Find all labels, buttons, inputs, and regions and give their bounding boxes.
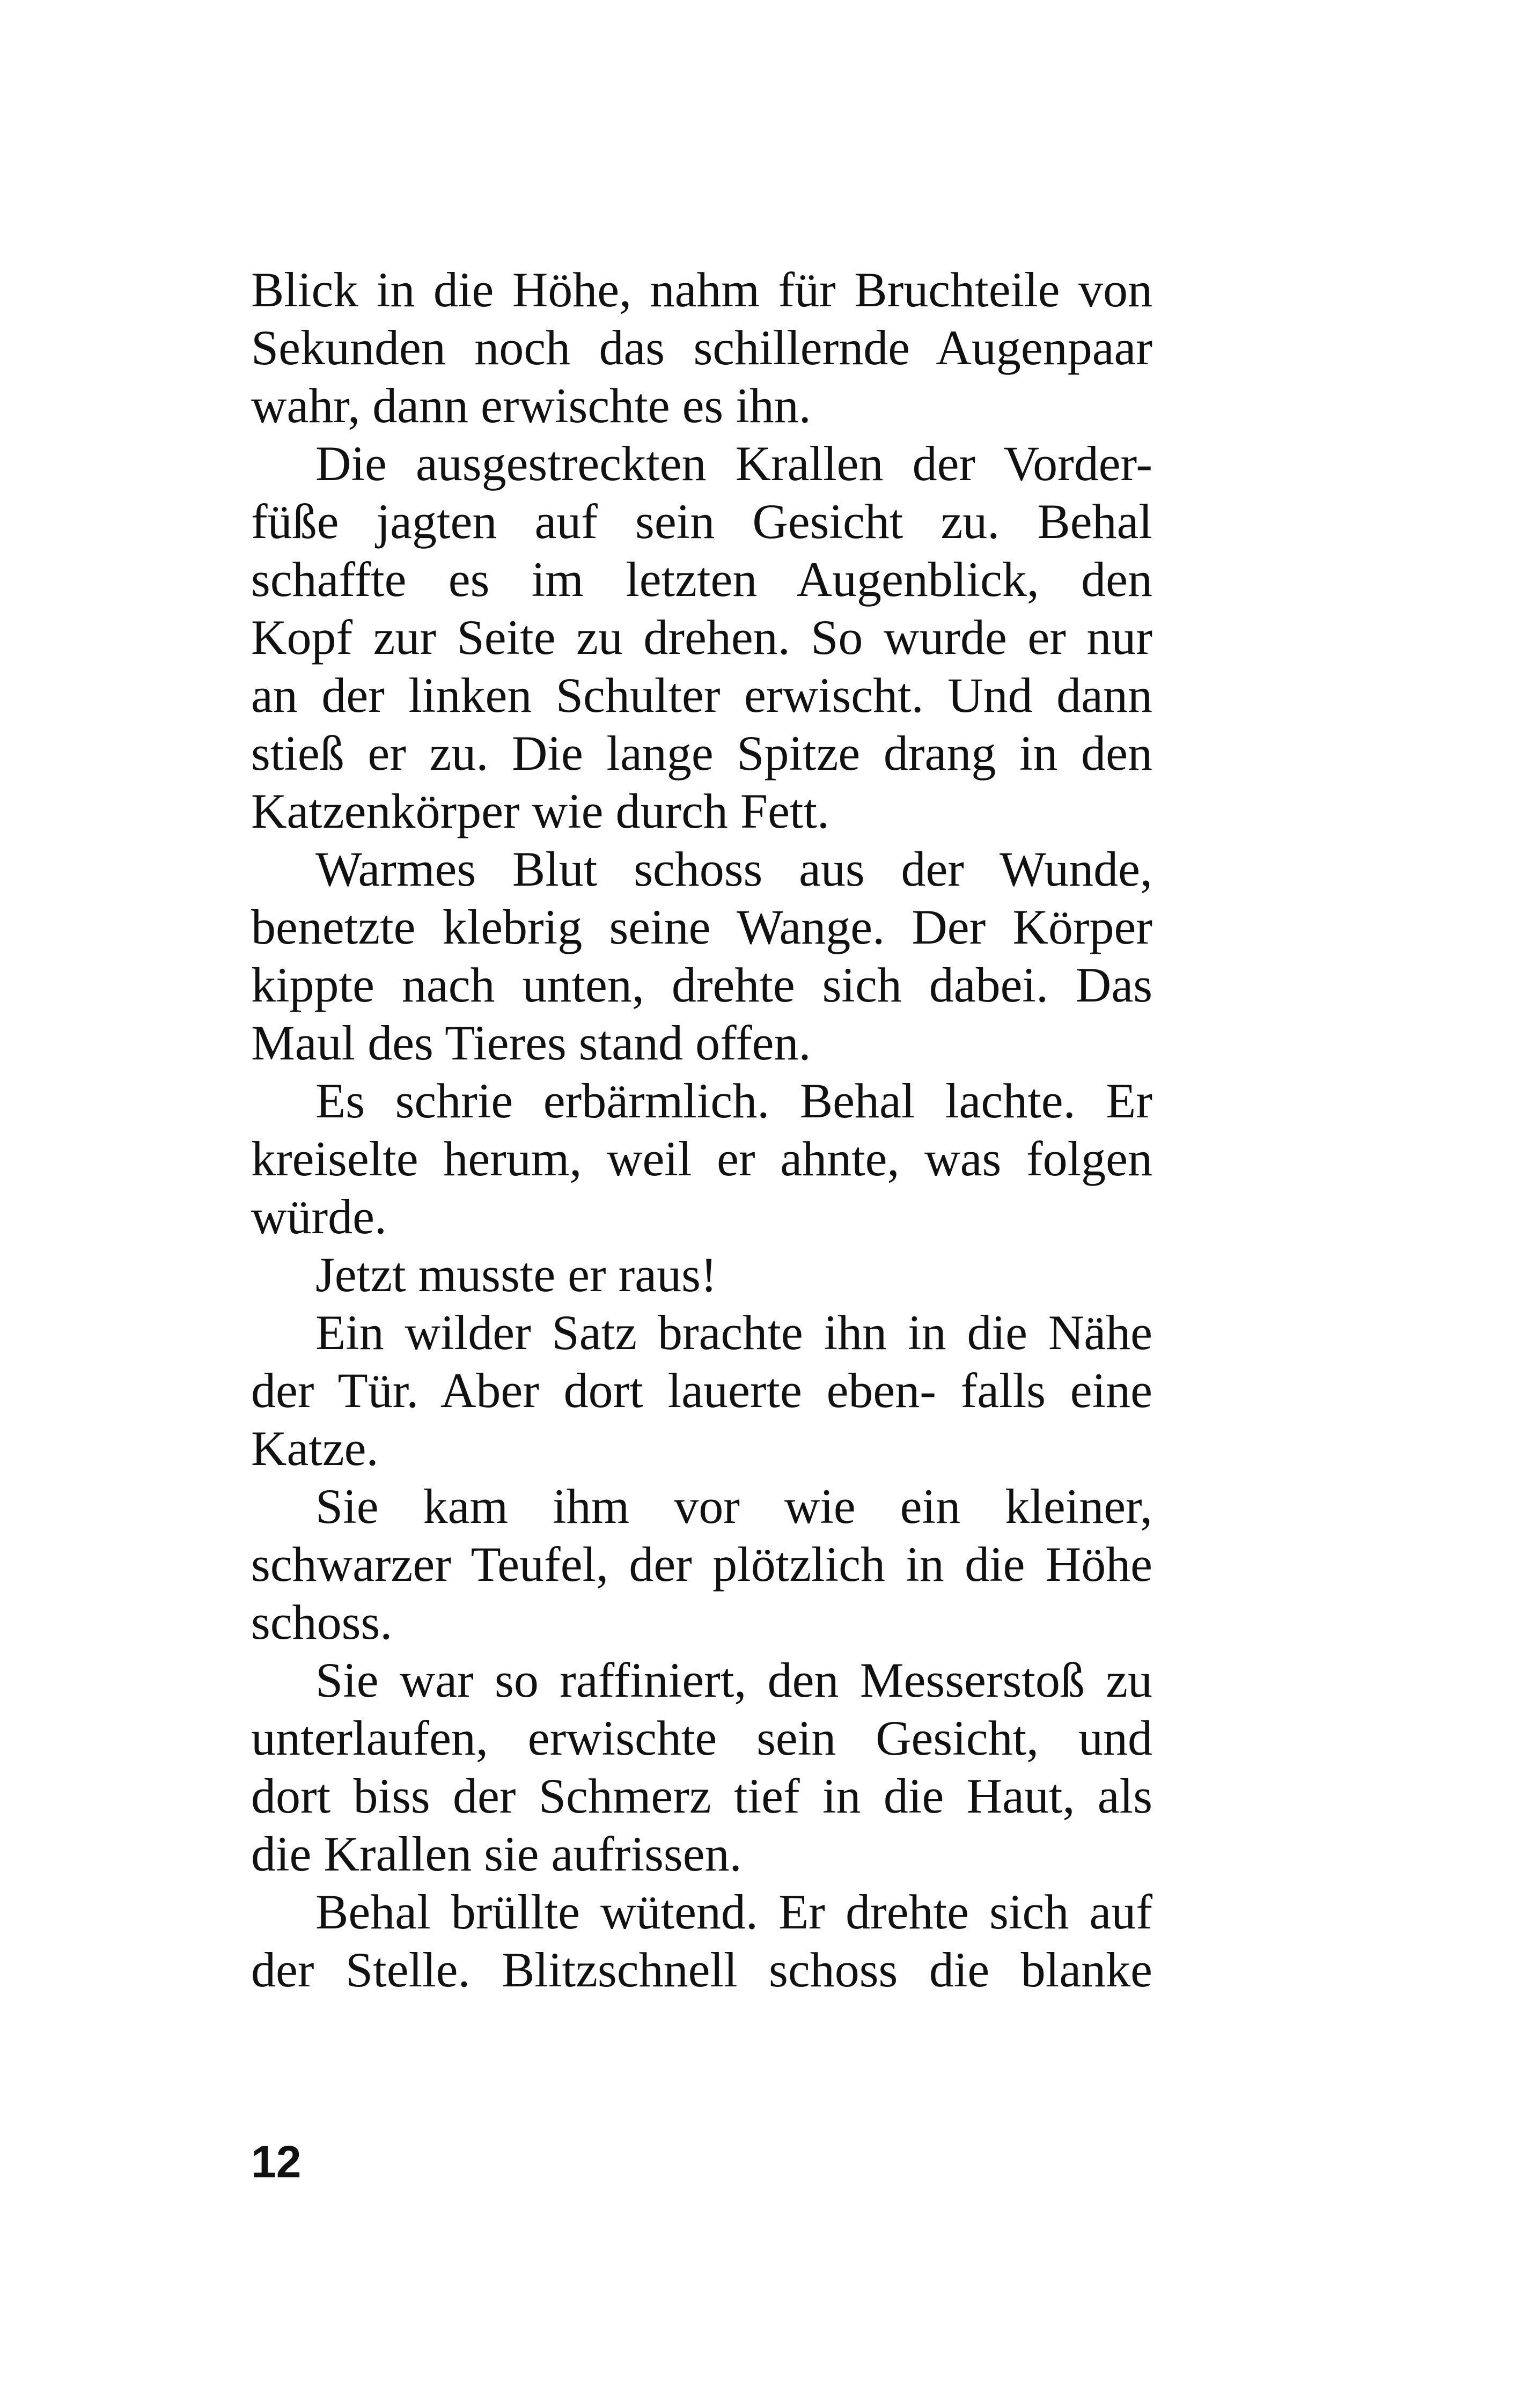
text-line: der Stelle. Blitzschnell schoss die blanke bbox=[251, 1942, 1152, 1997]
paragraph bbox=[251, 435, 1152, 840]
text-line: kreiselte herum, weil er ahnte, was folgen bbox=[251, 1131, 1152, 1186]
paragraph bbox=[251, 1304, 1152, 1477]
paragraph bbox=[251, 1477, 1152, 1651]
page-number: 12 bbox=[251, 2137, 302, 2187]
paragraph bbox=[251, 1246, 1152, 1304]
paragraph bbox=[251, 1072, 1152, 1246]
text-line: Maul des Tieres stand offen. bbox=[251, 1015, 811, 1070]
paragraph bbox=[251, 261, 1152, 435]
text-line: Kopf zur Seite zu drehen. So wurde er nur bbox=[251, 610, 1152, 665]
text-line: schoss. bbox=[251, 1595, 393, 1649]
text-line: Sie war so raffiniert, den Messerstoß zu bbox=[315, 1653, 1152, 1707]
text-line: schwarzer Teufel, der plötzlich in die Höhe bbox=[251, 1537, 1152, 1592]
paragraph bbox=[251, 840, 1152, 1072]
text-line: füße jagten auf sein Gesicht zu. Behal bbox=[251, 494, 1152, 549]
text-line: benetzte klebrig seine Wange. Der Körper bbox=[251, 900, 1152, 954]
text-line: Sie kam ihm vor wie ein kleiner, bbox=[315, 1479, 1152, 1534]
text-line: Ein wilder Satz brachte ihn in die Nähe bbox=[315, 1305, 1152, 1360]
text-line: Blick in die Höhe, nahm für Bruchteile von bbox=[251, 262, 1152, 317]
paragraph bbox=[251, 1883, 1152, 1999]
text-line: Jetzt musste er raus! bbox=[315, 1247, 717, 1302]
body-text bbox=[251, 261, 1152, 1999]
text-line: stieß er zu. Die lange Spitze drang in den bbox=[251, 726, 1152, 780]
text-line: Katze. bbox=[251, 1421, 379, 1476]
text-line: die Krallen sie aufrissen. bbox=[251, 1827, 742, 1881]
text-line: Es schrie erbärmlich. Behal lachte. Er bbox=[315, 1073, 1152, 1128]
text-line: der Tür. Aber dort lauerte eben- falls eine bbox=[251, 1363, 1152, 1418]
text-line: Die ausgestreckten Krallen der Vorder- bbox=[315, 436, 1152, 491]
text-line: Katzenkörper wie durch Fett. bbox=[251, 784, 830, 838]
text-line: würde. bbox=[251, 1189, 387, 1244]
text-line: an der linken Schulter erwischt. Und dann bbox=[251, 668, 1152, 723]
text-line: wahr, dann erwischte es ihn. bbox=[251, 378, 811, 433]
paragraph bbox=[251, 1651, 1152, 1883]
text-line: kippte nach unten, drehte sich dabei. Das bbox=[251, 958, 1152, 1012]
text-line: Behal brüllte wütend. Er drehte sich auf bbox=[315, 1884, 1152, 1939]
text-line: dort biss der Schmerz tief in die Haut, als bbox=[251, 1769, 1152, 1823]
text-line: schaffte es im letzten Augenblick, den bbox=[251, 552, 1152, 607]
text-line: unterlaufen, erwischte sein Gesicht, und bbox=[251, 1711, 1152, 1765]
text-line: Warmes Blut schoss aus der Wunde, bbox=[315, 842, 1152, 896]
text-line: Sekunden noch das schillernde Augenpaar bbox=[251, 320, 1152, 375]
